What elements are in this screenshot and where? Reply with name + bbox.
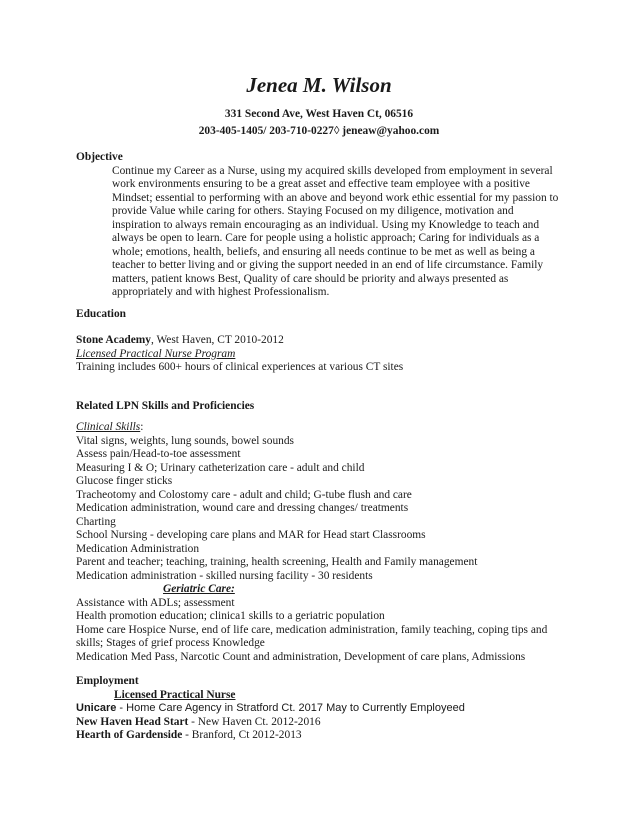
skill-item: Tracheotomy and Colostomy care - adult and child; G-tube flush and care (76, 488, 412, 501)
objective-text (76, 165, 566, 300)
education-heading: Education (76, 308, 127, 320)
training-note: Training includes 600+ hours of clinical experiences at various CT sites (76, 361, 404, 373)
objective-line: teacher to better living and or giving the support needed in an end of life circumstance. Family (112, 259, 544, 271)
geriatric-item: Health promotion education; clinica1 skills to a geriatric population (76, 610, 385, 622)
geriatric-item: skills; Stages of grief process Knowledge (76, 637, 265, 649)
skill-item: Vital signs, weights, lung sounds, bowel sounds (76, 434, 294, 447)
objective-line: inspiration to always remain encouraging as an individual. Using my Knowledge to teach and (112, 218, 540, 231)
objective-line: appropriately and with highest Professionalism. (112, 286, 330, 298)
clinical-skills-label: Clinical Skills: (76, 421, 144, 433)
objective-line: matters, patient knows Best, Quality of care should be priority and always presented as (112, 272, 509, 285)
job-entry (76, 702, 566, 716)
job-title: Licensed Practical Nurse (114, 688, 236, 701)
objective-line: Mindset; essential to performing with an above and beyond work ethic essential for my passion to (112, 191, 559, 204)
job-detail: - Home Care Agency in Stratford Ct. 2017 May to Currently Employeed (116, 702, 465, 714)
education-entry (76, 334, 566, 375)
geriatric-item: Assistance with ADLs; assessment (76, 596, 235, 609)
objective-section (76, 151, 566, 300)
job-detail: - New Haven Ct. 2012-2016 (188, 715, 321, 728)
geriatric-item: Home care Hospice Nurse, end of life care, medication administration, family teaching, coping tips and (76, 623, 548, 636)
objective-line: Continue my Career as a Nurse, using my acquired skills developed from employment in several (112, 164, 553, 177)
skill-item: School Nursing - developing care plans and MAR for Head start Classrooms (76, 529, 426, 541)
employment-section (76, 675, 566, 743)
candidate-name: Jenea M. Wilson (246, 73, 392, 97)
objective-line: work environments ensuring to be a great asset and effective team employee with a positive (112, 178, 530, 190)
skill-item: Medication Administration (76, 542, 200, 555)
education-section (76, 308, 566, 322)
program-name: Licensed Practical Nurse Program (76, 347, 236, 360)
skill-item: Medication administration - skilled nursing facility - 30 residents (76, 569, 373, 582)
skill-item: Measuring I & O; Urinary catheterization care - adult and child (76, 461, 365, 474)
job-detail: - Branford, Ct 2012-2013 (182, 729, 302, 741)
address: 331 Second Ave, West Haven Ct, 06516 (224, 108, 414, 120)
skills-heading: Related LPN Skills and Proficiencies (76, 400, 255, 412)
skill-item: Glucose finger sticks (76, 475, 173, 487)
skill-item: Assess pain/Head-to-toe assessment (76, 448, 241, 460)
contact-info: 203-405-1405/ 203-710-0227◊ jeneaw@yahoo.com (198, 125, 440, 137)
school-name: Stone Academy (76, 334, 151, 346)
objective-heading: Objective (76, 151, 123, 163)
objective-line: provide Value while caring for others. Staying Focused on my diligence, motivation and (112, 205, 514, 217)
skills-section (76, 400, 566, 414)
skills-list (76, 421, 566, 664)
objective-line: always be open to learn. Care for people using a holistic approach; Caring for individuals as a (112, 232, 540, 244)
employer-name: Unicare (76, 702, 117, 714)
school-location-dates: , West Haven, CT 2010-2012 (150, 334, 284, 346)
geriatric-item: Medication Med Pass, Narcotic Count and administration, Development of care plans, Admissions (76, 650, 526, 663)
skill-item: Medication administration, wound care and dressing changes/ treatments (76, 502, 409, 514)
objective-line: whole; emotions, health, beliefs, and ensuring all needs continue to be met as well as being a (112, 245, 535, 258)
skill-item: Charting (76, 515, 116, 528)
skill-item: Parent and teacher; teaching, training, health screening, Health and Family management (76, 556, 478, 568)
geriatric-care-label: Geriatric Care: (163, 583, 235, 595)
school-line (76, 334, 566, 348)
job-entry (76, 729, 566, 743)
employer-name: Hearth of Gardenside (76, 729, 183, 741)
employer-name: New Haven Head Start (76, 715, 189, 728)
employment-heading: Employment (76, 675, 139, 687)
job-entry (76, 716, 566, 730)
